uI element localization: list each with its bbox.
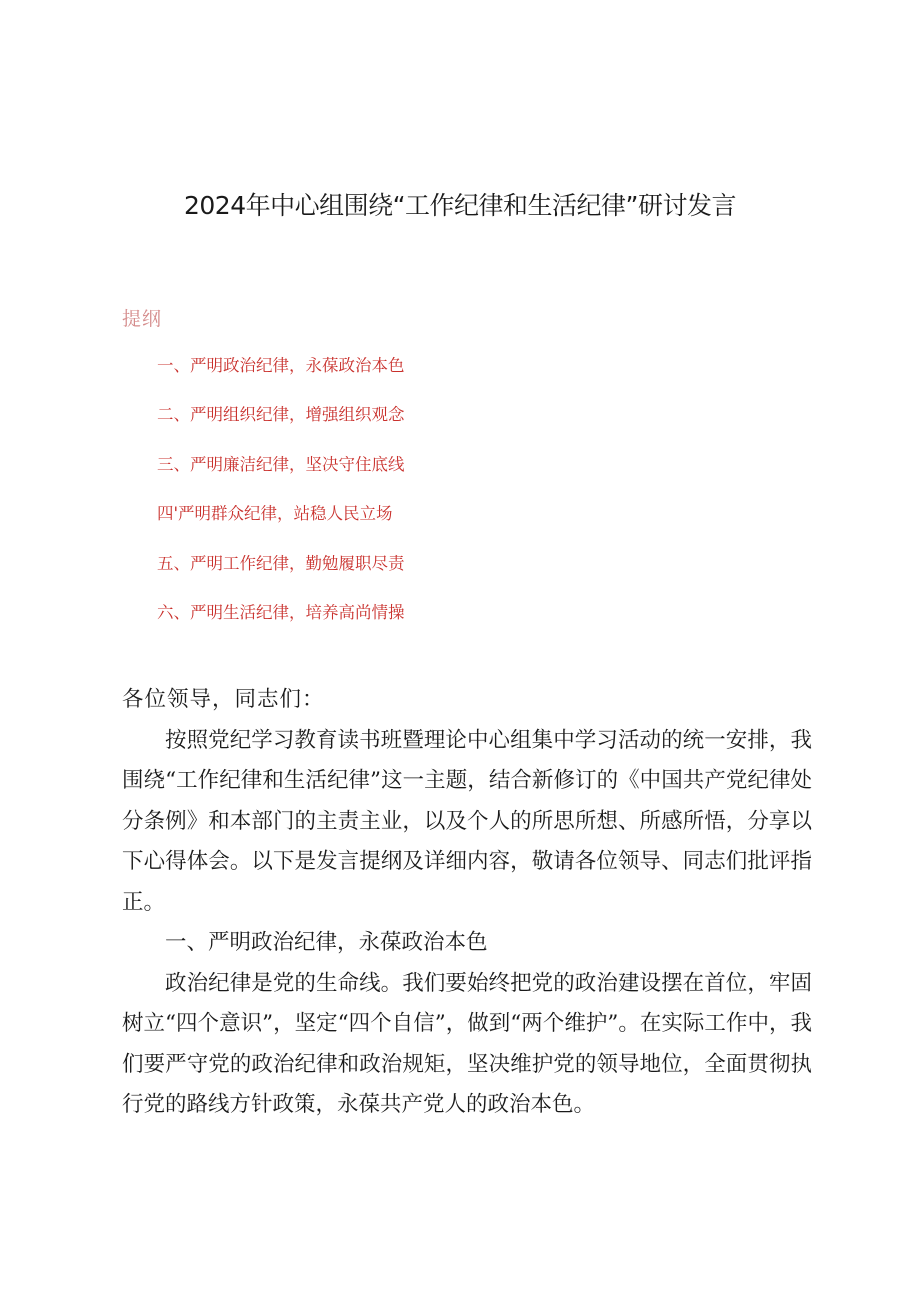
speech-body: [122, 680, 812, 1126]
outline-list: [157, 355, 405, 651]
outline-item: 四'严明群众纪律，站稳人民立场: [157, 504, 393, 524]
outline-item: 二、严明组织纪律，增强组织观念: [157, 405, 405, 425]
outline-heading: 提纲: [122, 308, 163, 330]
section-heading: 一、严明政治纪律，永葆政治本色: [165, 930, 488, 955]
outline-item: 五、严明工作纪律，勤勉履职尽责: [157, 553, 405, 573]
outline-item: 六、严明生活纪律，培养高尚情操: [157, 602, 405, 622]
outline-item: 一、严明政治纪律，永葆政治本色: [157, 356, 405, 375]
section-paragraph: 政治纪律是党的生命线。我们要始终把党的政治建设摆在首位，牢固树立“四个意识”，坚定“四个自信”，做到“两个维护”。在实际工作中，我们要严守党的政治纪律和政治规矩，坚决维护党的领导地位，全面贯彻执行党的路线方针政策，永葆共产党人的政治本色。: [122, 970, 812, 1117]
intro-paragraph: 按照党纪学习教育读书班暨理论中心组集中学习活动的统一安排，我围绕“工作纪律和生活纪律”这一主题，结合新修订的《中国共产党纪律处分条例》和本部门的主责主业，以及个人的所思所想、所感所悟，分享以下心得体会。以下是发言提纲及详细内容，敬请各位领导、同志们批评指正。: [122, 727, 812, 915]
outline-item: 三、严明廉洁纪律，坚决守住底线: [157, 454, 405, 474]
salutation: 各位领导，同志们：: [122, 687, 325, 712]
document-title: 2024年中心组围绕“工作纪律和生活纪律”研讨发言: [183, 191, 737, 220]
